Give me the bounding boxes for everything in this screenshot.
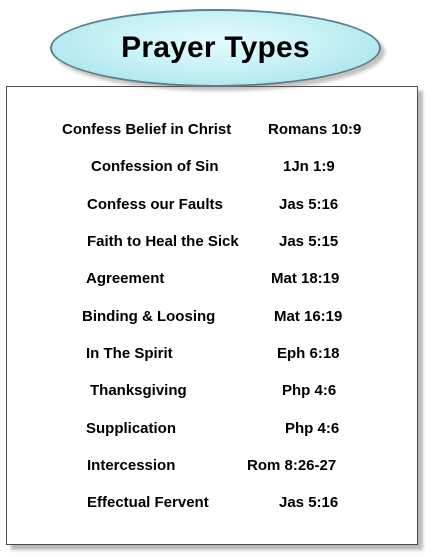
scripture-reference: Mat 16:19 <box>274 308 343 325</box>
prayer-type-name: Faith to Heal the Sick <box>87 233 239 250</box>
prayer-type-name: In The Spirit <box>86 345 173 362</box>
prayer-type-name: Confess Belief in Christ <box>62 121 232 138</box>
scripture-reference: Php 4:6 <box>285 420 340 437</box>
scripture-reference: Rom 8:26-27 <box>247 457 337 474</box>
title-oval <box>50 9 381 87</box>
list-item <box>7 420 417 440</box>
prayer-type-name: Thanksgiving <box>90 382 187 399</box>
prayer-type-name: Agreement <box>86 270 165 287</box>
scripture-reference: Mat 18:19 <box>271 270 340 287</box>
list-item <box>7 382 417 402</box>
page-title: Prayer Types <box>121 31 310 64</box>
prayer-type-name: Effectual Fervent <box>87 494 209 511</box>
list-item <box>7 121 417 141</box>
prayer-type-name: Supplication <box>86 420 176 437</box>
list-item <box>7 345 417 365</box>
list-item <box>7 494 417 514</box>
prayer-list-panel <box>6 86 418 545</box>
scripture-reference: Eph 6:18 <box>277 345 340 362</box>
list-item <box>7 233 417 253</box>
scripture-reference: Jas 5:15 <box>279 233 339 250</box>
prayer-type-name: Confess our Faults <box>87 196 223 213</box>
prayer-type-name: Confession of Sin <box>91 158 219 175</box>
prayer-type-name: Intercession <box>87 457 176 474</box>
scripture-reference: 1Jn 1:9 <box>283 158 335 175</box>
list-item <box>7 158 417 178</box>
scripture-reference: Jas 5:16 <box>279 494 339 511</box>
list-item <box>7 308 417 328</box>
list-item <box>7 270 417 290</box>
scripture-reference: Php 4:6 <box>282 382 337 399</box>
scripture-reference: Romans 10:9 <box>268 121 362 138</box>
scripture-reference: Jas 5:16 <box>279 196 339 213</box>
list-item <box>7 196 417 216</box>
list-item <box>7 457 417 477</box>
prayer-type-name: Binding & Loosing <box>82 308 216 325</box>
